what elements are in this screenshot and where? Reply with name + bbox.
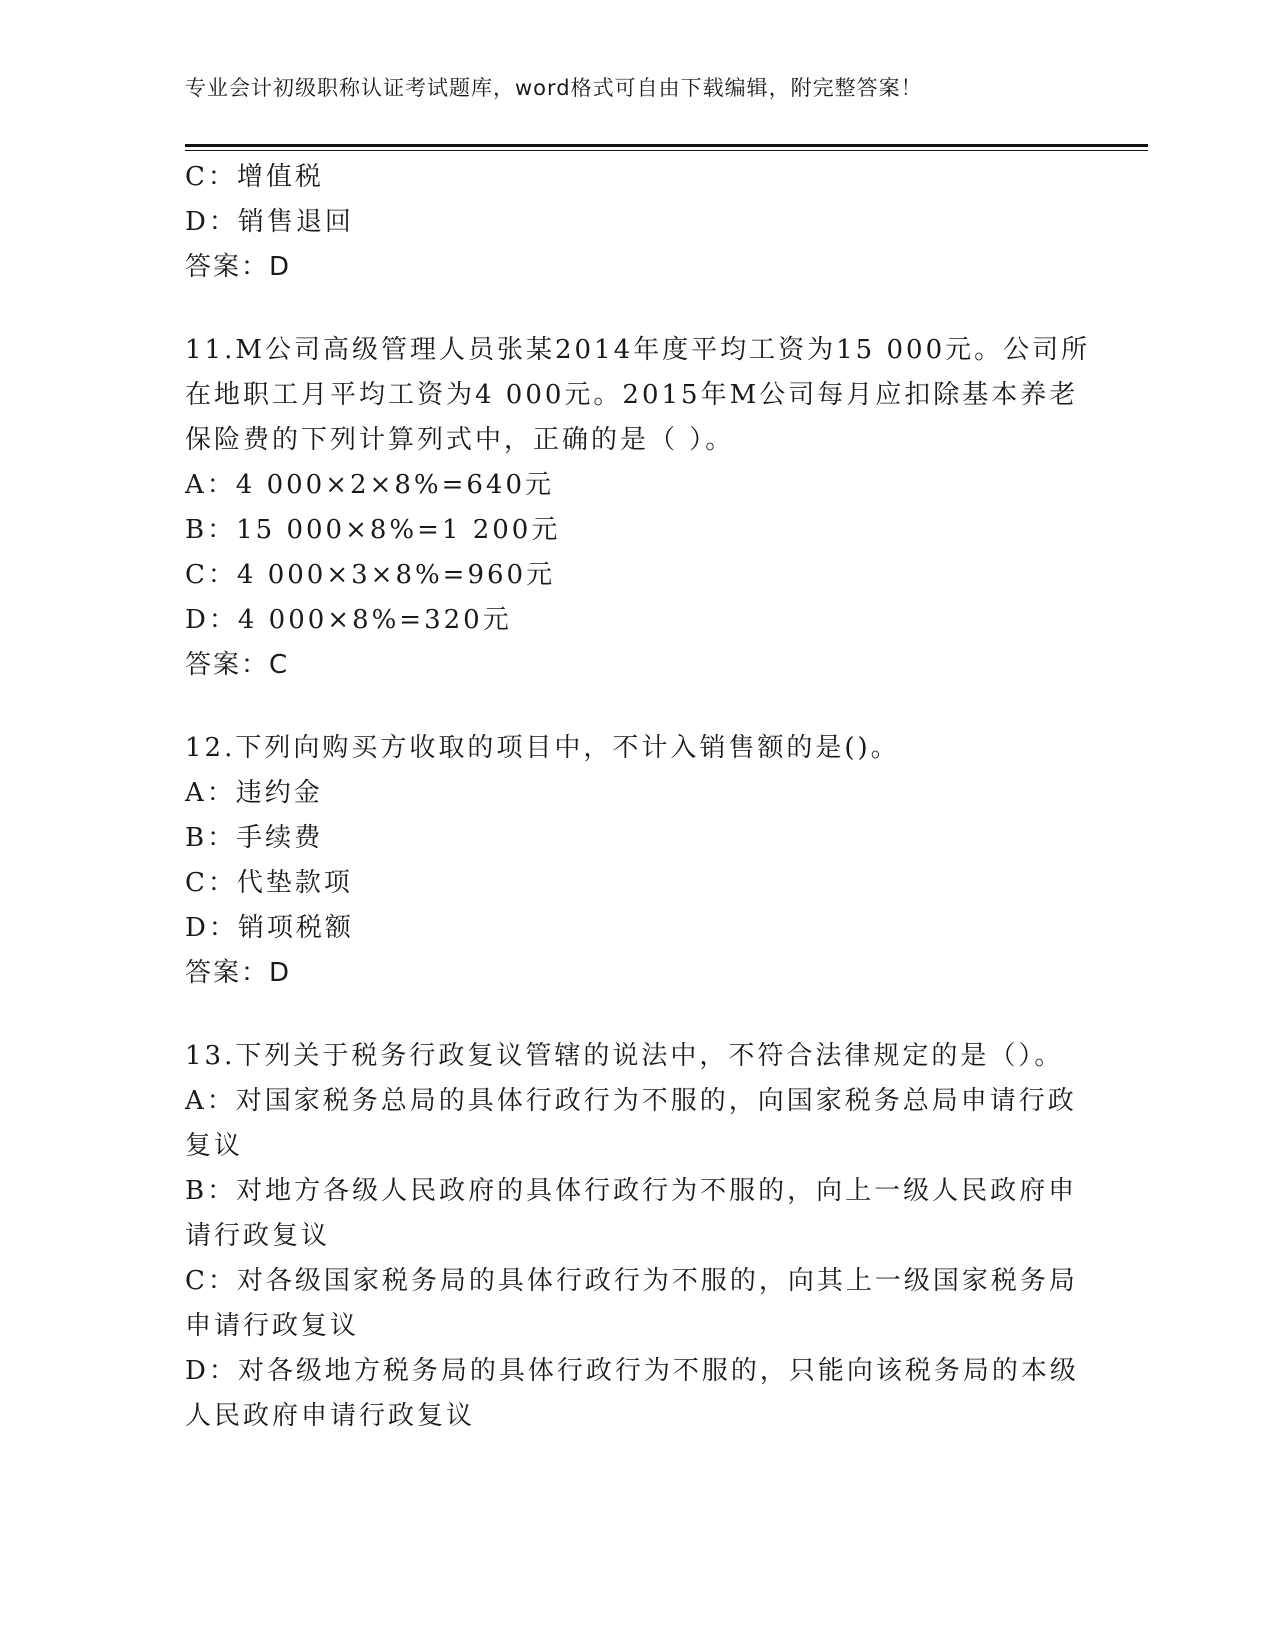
option-d-line: 人民政府申请行政复议: [185, 1401, 476, 1431]
prev-question-tail: [185, 155, 1065, 290]
header-divider: [185, 144, 1148, 147]
document-body: [185, 155, 1091, 1439]
option-b-line: B：对地方各级人民政府的具体行政行为不服的，向上一级人民政府申: [185, 1176, 1078, 1206]
option-a-line: A：对国家税务总局的具体行政行为不服的，向国家税务总局申请行政: [185, 1086, 1077, 1116]
option-b-line: 请行政复议: [185, 1221, 331, 1251]
question-11: [185, 328, 1091, 688]
option-c: C：增值税: [185, 162, 324, 192]
option-a: A：违约金: [185, 778, 323, 808]
option-c: C：4 000×3×8%=960元: [185, 560, 556, 590]
option-d-line: D：对各级地方税务局的具体行政行为不服的，只能向该税务局的本级: [185, 1356, 1079, 1386]
option-a: A：4 000×2×8%=640元: [185, 470, 554, 500]
option-d: D：4 000×8%=320元: [185, 605, 512, 635]
option-c-line: 申请行政复议: [185, 1311, 360, 1341]
option-b: B：15 000×8%=1 200元: [185, 515, 561, 545]
option-b: B：手续费: [185, 823, 324, 853]
question-stem-line: 11.M公司高级管理人员张某2014年度平均工资为15 000元。公司所: [185, 335, 1091, 365]
page-header: 专业会计初级职称认证考试题库，word格式可自由下载编辑，附完整答案！: [185, 76, 923, 100]
answer-line: 答案：D: [185, 252, 292, 282]
question-stem-line: 保险费的下列计算列式中，正确的是（ ）。: [185, 425, 735, 455]
question-12: [185, 726, 1065, 996]
option-d: D：销项税额: [185, 913, 354, 943]
question-stem-line: 在地职工月平均工资为4 000元。2015年M公司每月应扣除基本养老: [185, 380, 1079, 410]
answer-line: 答案：C: [185, 650, 290, 680]
option-a-line: 复议: [185, 1131, 244, 1161]
option-d: D：销售退回: [185, 207, 354, 237]
question-stem-line: 12.下列向购买方收取的项目中，不计入销售额的是()。: [185, 733, 900, 763]
question-13: [185, 1034, 1079, 1439]
option-c: C：代垫款项: [185, 868, 353, 898]
question-stem-line: 13.下列关于税务行政复议管辖的说法中，不符合法律规定的是（）。: [185, 1041, 1064, 1071]
option-c-line: C：对各级国家税务局的具体行政行为不服的，向其上一级国家税务局: [185, 1266, 1078, 1296]
answer-line: 答案：D: [185, 958, 292, 988]
